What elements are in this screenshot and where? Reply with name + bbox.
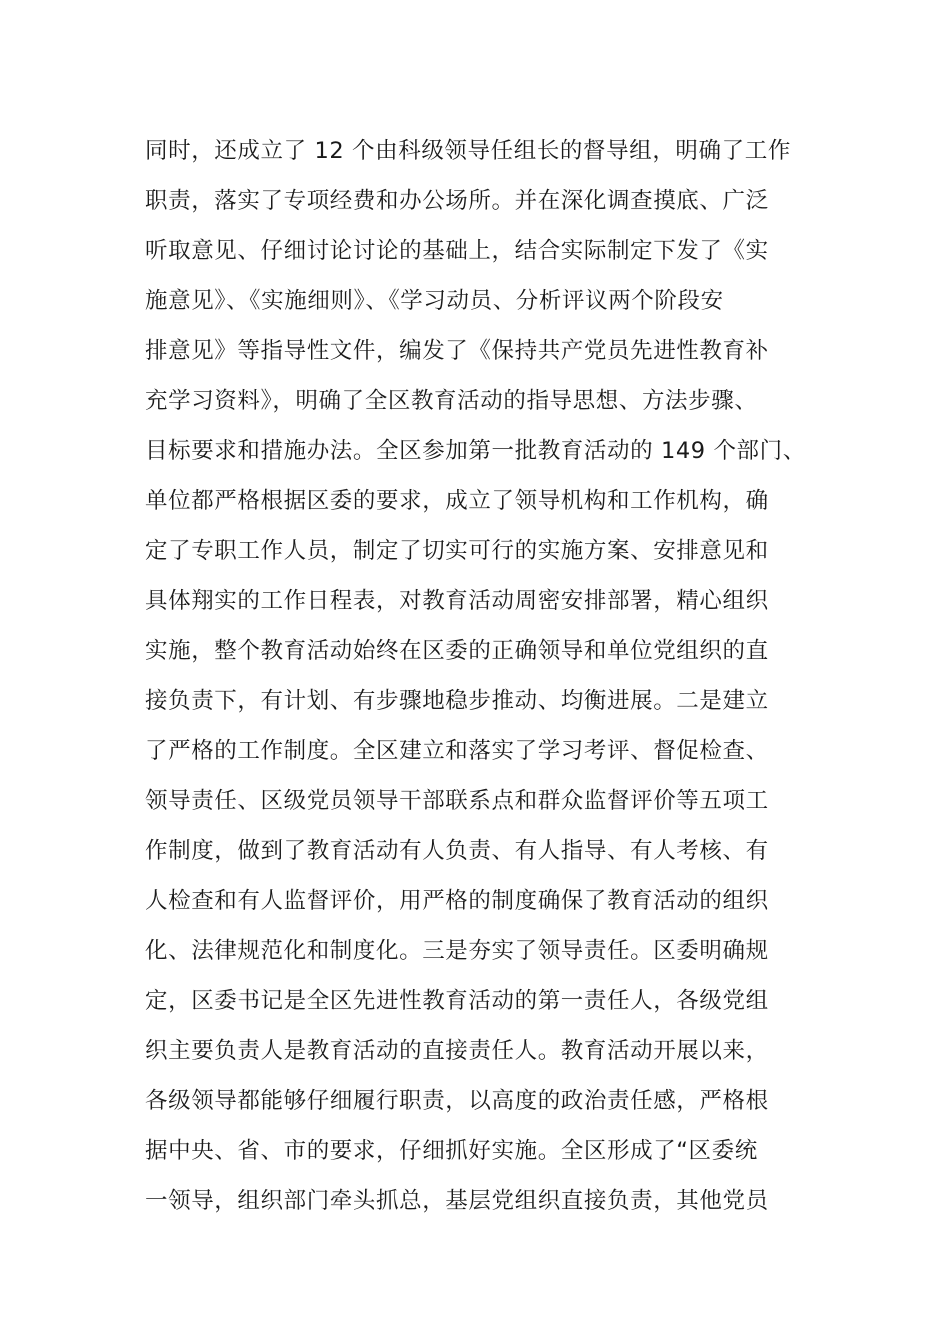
text-line: 据中央、省、市的要求，仔细抓好实施。全区形成了“区委统 <box>145 1138 758 1164</box>
text-line: 施意见》、《实施细则》、《学习动员、分析评议两个阶段安 <box>145 288 724 314</box>
text-line: 接负责下，有计划、有步骤地稳步推动、均衡进展。二是建立 <box>145 688 769 714</box>
text-line: 单位都严格根据区委的要求，成立了领导机构和工作机构，确 <box>145 488 769 514</box>
text-line: 人检查和有人监督评价，用严格的制度确保了教育活动的组织 <box>145 888 769 914</box>
text-line: 充学习资料》，明确了全区教育活动的指导思想、方法步骤、 <box>145 388 758 414</box>
text-line: 化、法律规范化和制度化。三是夯实了领导责任。区委明确规 <box>145 938 769 964</box>
text-line: 目标要求和措施办法。全区参加第一批教育活动的 149 个部门、 <box>145 438 806 464</box>
body-text <box>145 126 835 1226</box>
text-line: 定了专职工作人员，制定了切实可行的实施方案、安排意见和 <box>145 538 769 564</box>
text-line: 各级领导都能够仔细履行职责，以高度的政治责任感，严格根 <box>145 1088 769 1114</box>
text-line: 具体翔实的工作日程表，对教育活动周密安排部署，精心组织 <box>145 588 769 614</box>
text-line: 织主要负责人是教育活动的直接责任人。教育活动开展以来， <box>145 1038 769 1064</box>
text-line: 听取意见、仔细讨论讨论的基础上，结合实际制定下发了《实 <box>145 238 769 264</box>
text-line: 定，区委书记是全区先进性教育活动的第一责任人，各级党组 <box>145 988 769 1014</box>
text-line: 作制度，做到了教育活动有人负责、有人指导、有人考核、有 <box>145 838 769 864</box>
text-line: 同时，还成立了 12 个由科级领导任组长的督导组，明确了工作 <box>145 138 791 164</box>
text-line: 职责，落实了专项经费和办公场所。并在深化调查摸底、广泛 <box>145 188 769 214</box>
text-line: 排意见》等指导性文件，编发了《保持共产党员先进性教育补 <box>145 338 769 364</box>
text-line: 了严格的工作制度。全区建立和落实了学习考评、督促检查、 <box>145 738 769 764</box>
text-line: 一领导，组织部门牵头抓总，基层党组织直接负责，其他党员 <box>145 1188 769 1214</box>
text-line: 领导责任、区级党员领导干部联系点和群众监督评价等五项工 <box>145 788 769 814</box>
text-line: 实施，整个教育活动始终在区委的正确领导和单位党组织的直 <box>145 638 769 664</box>
